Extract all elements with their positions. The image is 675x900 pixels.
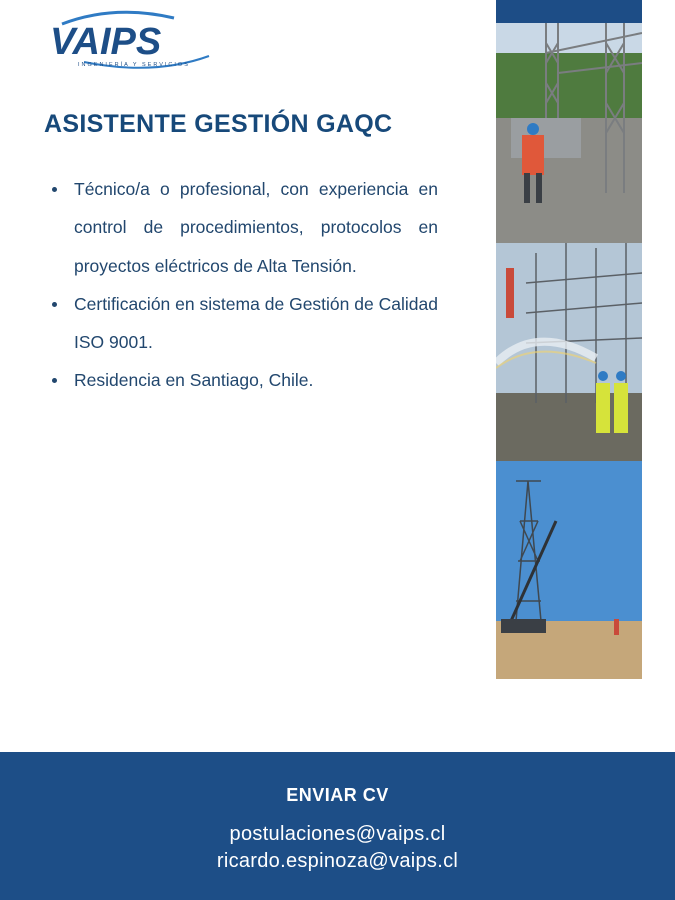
email-ricardo[interactable]: ricardo.espinoza@vaips.cl <box>216 850 459 872</box>
substation-worker-photo <box>496 23 642 243</box>
logo-tagline: INGENIERÍA Y SERVICIOS <box>78 62 190 68</box>
substation-washing-photo <box>496 243 642 461</box>
email-postulaciones[interactable]: postulaciones@vaips.cl <box>229 823 446 845</box>
requirements-list <box>50 170 438 400</box>
requirement-item: Técnico/a o profesional, con experiencia en control de procedimientos, protocolos en proyectos eléctricos de Alta Tensión. <box>50 170 438 285</box>
requirement-item: Certificación en sistema de Gestión de Calidad ISO 9001. <box>50 285 438 362</box>
side-accent-bar <box>496 0 642 23</box>
contact-footer <box>0 752 675 900</box>
vaips-logo <box>44 10 214 72</box>
crane-tower-photo <box>496 461 642 679</box>
job-title: ASISTENTE GESTIÓN GAQC <box>44 110 393 138</box>
send-cv-heading: ENVIAR CV <box>286 785 389 805</box>
requirement-item: Residencia en Santiago, Chile. <box>50 361 438 399</box>
logo-wordmark: VAIPS <box>50 21 162 63</box>
